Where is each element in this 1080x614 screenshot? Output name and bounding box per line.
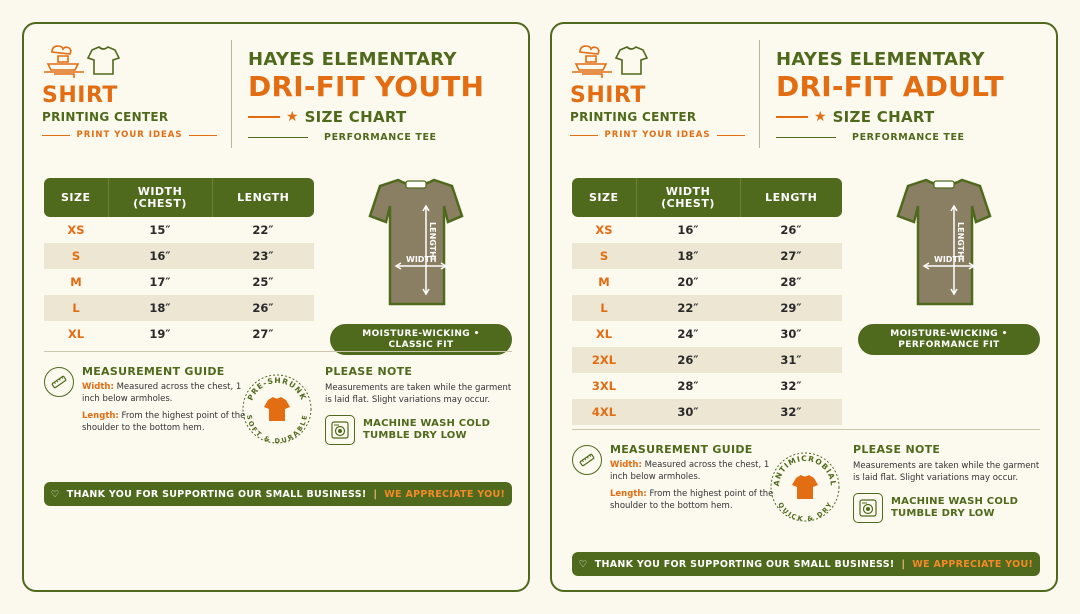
length-label-text: Length: — [82, 411, 119, 421]
footer-separator: | — [901, 558, 906, 570]
length-cell: 32″ — [780, 379, 802, 393]
width-desc: Measured across the chest, 1 inch below armholes. — [610, 460, 770, 482]
width-label-text: Width: — [82, 382, 114, 392]
size-cell: L — [44, 295, 108, 321]
length-cell: 27″ — [740, 243, 842, 269]
care-line-2: TUMBLE DRY LOW — [363, 430, 467, 441]
size-row — [44, 243, 314, 269]
size-row — [572, 373, 842, 399]
svg-text:PRE-SHRUNK — [246, 376, 309, 402]
guide-width — [610, 459, 788, 483]
orange-shirt-icon — [264, 397, 290, 421]
size-cell: XS — [67, 223, 85, 237]
fit-pill: MOISTURE-WICKING • PERFORMANCE FIT — [858, 324, 1040, 355]
orange-shirt-icon — [792, 475, 818, 499]
header-divider — [759, 40, 760, 148]
length-label: LENGTH — [428, 222, 437, 258]
length-desc: From the highest point of the shoulder to the bottom hem. — [610, 489, 774, 511]
size-chart-label: SIZE CHART — [304, 108, 407, 126]
title-block — [776, 50, 1046, 143]
size-row — [44, 321, 314, 347]
length-cell: 25″ — [252, 275, 274, 289]
size-row — [572, 321, 842, 347]
size-cell: L — [572, 295, 636, 321]
length-cell: 23″ — [212, 243, 314, 269]
thanks-text: THANK YOU FOR SUPPORTING OUR SMALL BUSINESS! — [594, 558, 895, 570]
length-label: LENGTH — [956, 222, 965, 258]
guide-length — [610, 488, 788, 512]
svg-text:QUICK & DRY — [776, 501, 834, 523]
size-row — [572, 295, 842, 321]
header-width-text: WIDTH (CHEST) — [661, 184, 715, 210]
length-cell: 22″ — [252, 223, 274, 237]
badge-bottom-text: QUICK & DRY — [776, 500, 834, 523]
width-cell: 26″ — [636, 347, 740, 373]
shop-logo — [570, 44, 750, 140]
header-size: SIZE — [572, 178, 636, 217]
feature-badge-wrap — [769, 451, 841, 527]
washing-machine-icon — [331, 421, 349, 439]
width-cell: 22″ — [636, 295, 740, 321]
size-cell: M — [70, 275, 82, 289]
note-text: Measurements are taken while the garment is laid flat. Slight variations may occur. — [325, 383, 512, 405]
size-row — [572, 243, 842, 269]
guide-title: MEASUREMENT GUIDE — [82, 365, 225, 378]
ruler-icon — [51, 374, 67, 390]
care-icon-box — [853, 493, 883, 523]
heart-icon: ♡ — [578, 558, 588, 570]
tshirt-shape — [898, 180, 990, 304]
appreciate-text: WE APPRECIATE YOU! — [384, 488, 506, 500]
shirt-figure — [896, 176, 992, 312]
feature-badge — [769, 451, 841, 523]
tagline-text: PRINT YOUR IDEAS — [76, 130, 183, 140]
ruler-badge — [44, 367, 74, 397]
size-row — [572, 217, 842, 243]
width-cell: 17″ — [149, 275, 171, 289]
width-cell: 20″ — [677, 275, 699, 289]
length-desc: From the highest point of the shoulder to the bottom hem. — [82, 411, 246, 433]
length-cell: 31″ — [740, 347, 842, 373]
shirt-figure — [368, 176, 464, 312]
table-header-row — [44, 178, 314, 217]
width-cell: 18″ — [108, 295, 212, 321]
thank-you-footer — [572, 552, 1040, 576]
width-cell: 15″ — [149, 223, 171, 237]
collar-tag — [406, 181, 426, 188]
care-line-2: TUMBLE DRY LOW — [891, 508, 995, 519]
note-title: PLEASE NOTE — [853, 443, 941, 456]
length-cell: 32″ — [740, 399, 842, 425]
ruler-badge — [572, 445, 602, 475]
measurement-guide — [572, 443, 788, 512]
width-label: WIDTH — [406, 255, 437, 264]
heart-icon: ♡ — [50, 488, 60, 500]
size-cell: XS — [595, 223, 613, 237]
size-table — [44, 178, 314, 347]
size-row — [572, 269, 842, 295]
care-icon-box — [325, 415, 355, 445]
care-instructions — [325, 415, 517, 445]
care-line-1: MACHINE WASH COLD — [891, 496, 1019, 507]
header-size: SIZE — [44, 178, 108, 217]
width-desc: Measured across the chest, 1 inch below armholes. — [82, 382, 242, 404]
washing-machine-icon — [859, 499, 877, 517]
size-cell: 3XL — [591, 379, 617, 393]
shop-logo — [42, 44, 222, 140]
size-cell: S — [572, 243, 636, 269]
header-width — [108, 178, 212, 217]
thank-you-footer — [44, 482, 512, 506]
header-length: LENGTH — [740, 178, 842, 217]
size-cell: S — [44, 243, 108, 269]
star-icon: ★ — [286, 109, 299, 125]
width-cell: 30″ — [636, 399, 740, 425]
logo-center-text: PRINTING CENTER — [42, 110, 169, 124]
care-line-1: MACHINE WASH COLD — [363, 418, 491, 429]
width-cell: 18″ — [636, 243, 740, 269]
performance-tee-label: PERFORMANCE TEE — [852, 132, 965, 143]
length-cell: 27″ — [252, 327, 274, 341]
fit-pill: MOISTURE-WICKING • CLASSIC FIT — [330, 324, 512, 355]
performance-tee-label: PERFORMANCE TEE — [324, 132, 437, 143]
guide-title: MEASUREMENT GUIDE — [610, 443, 753, 456]
tagline-text: PRINT YOUR IDEAS — [604, 130, 711, 140]
header-width-text: WIDTH (CHEST) — [133, 184, 187, 210]
size-row — [572, 399, 842, 425]
school-name: HAYES ELEMENTARY — [248, 49, 457, 70]
length-label-text: Length: — [610, 489, 647, 499]
length-cell: 26″ — [212, 295, 314, 321]
length-cell: 26″ — [780, 223, 802, 237]
feature-badge-wrap — [241, 373, 313, 449]
header-length: LENGTH — [212, 178, 314, 217]
size-chart-card-youth — [22, 22, 530, 592]
footer-separator: | — [373, 488, 378, 500]
guide-length — [82, 410, 260, 434]
size-row — [44, 269, 314, 295]
size-row — [44, 295, 314, 321]
guide-width — [82, 381, 260, 405]
logo-tagline — [570, 130, 745, 140]
badge-bottom-text: SOFT & DURABLE — [245, 414, 309, 445]
header-width — [636, 178, 740, 217]
width-cell: 19″ — [149, 327, 171, 341]
width-cell: 28″ — [677, 379, 699, 393]
school-name: HAYES ELEMENTARY — [776, 49, 985, 70]
note-title: PLEASE NOTE — [325, 365, 413, 378]
length-cell: 29″ — [740, 295, 842, 321]
logo-center-text: PRINTING CENTER — [570, 110, 697, 124]
star-icon: ★ — [814, 109, 827, 125]
feature-badge — [241, 373, 313, 445]
please-note — [325, 365, 517, 445]
product-title: DRI-FIT YOUTH — [248, 70, 485, 103]
size-table — [572, 178, 842, 425]
size-chart-label: SIZE CHART — [832, 108, 935, 126]
badge-top-text: ANTIMICROBIAL — [771, 453, 839, 487]
collar-tag — [934, 181, 954, 188]
table-header-row — [572, 178, 842, 217]
section-divider — [572, 429, 1040, 430]
logo-tagline — [42, 130, 217, 140]
width-label-text: Width: — [610, 460, 642, 470]
size-chart-card-adult — [550, 22, 1058, 592]
appreciate-text: WE APPRECIATE YOU! — [912, 558, 1034, 570]
logo-shirt-text: SHIRT — [42, 83, 118, 108]
length-cell: 30″ — [780, 327, 802, 341]
section-divider — [44, 351, 512, 352]
printing-press-icon — [570, 44, 652, 80]
tshirt-diagram — [896, 176, 992, 308]
header-divider — [231, 40, 232, 148]
ruler-icon — [579, 452, 595, 468]
badge-top-text: PRE-SHRUNK — [245, 375, 309, 402]
length-cell: 28″ — [780, 275, 802, 289]
width-cell: 16″ — [677, 223, 699, 237]
please-note — [853, 443, 1045, 523]
size-row — [44, 217, 314, 243]
size-row — [572, 347, 842, 373]
measurement-guide — [44, 365, 260, 434]
product-title: DRI-FIT ADULT — [776, 70, 1004, 103]
tshirt-shape — [370, 180, 462, 304]
logo-shirt-text: SHIRT — [570, 83, 646, 108]
care-instructions — [853, 493, 1045, 523]
title-block — [248, 50, 518, 143]
thanks-text: THANK YOU FOR SUPPORTING OUR SMALL BUSINESS! — [66, 488, 367, 500]
size-cell: XL — [67, 327, 85, 341]
width-cell: 16″ — [108, 243, 212, 269]
size-cell: XL — [595, 327, 613, 341]
size-cell: M — [598, 275, 610, 289]
printing-press-icon — [42, 44, 124, 80]
tshirt-diagram — [368, 176, 464, 308]
size-cell: 4XL — [572, 399, 636, 425]
width-cell: 24″ — [677, 327, 699, 341]
care-text — [363, 418, 490, 442]
note-text: Measurements are taken while the garment is laid flat. Slight variations may occur. — [853, 461, 1040, 483]
width-label: WIDTH — [934, 255, 965, 264]
size-cell: 2XL — [572, 347, 636, 373]
care-text — [891, 496, 1018, 520]
